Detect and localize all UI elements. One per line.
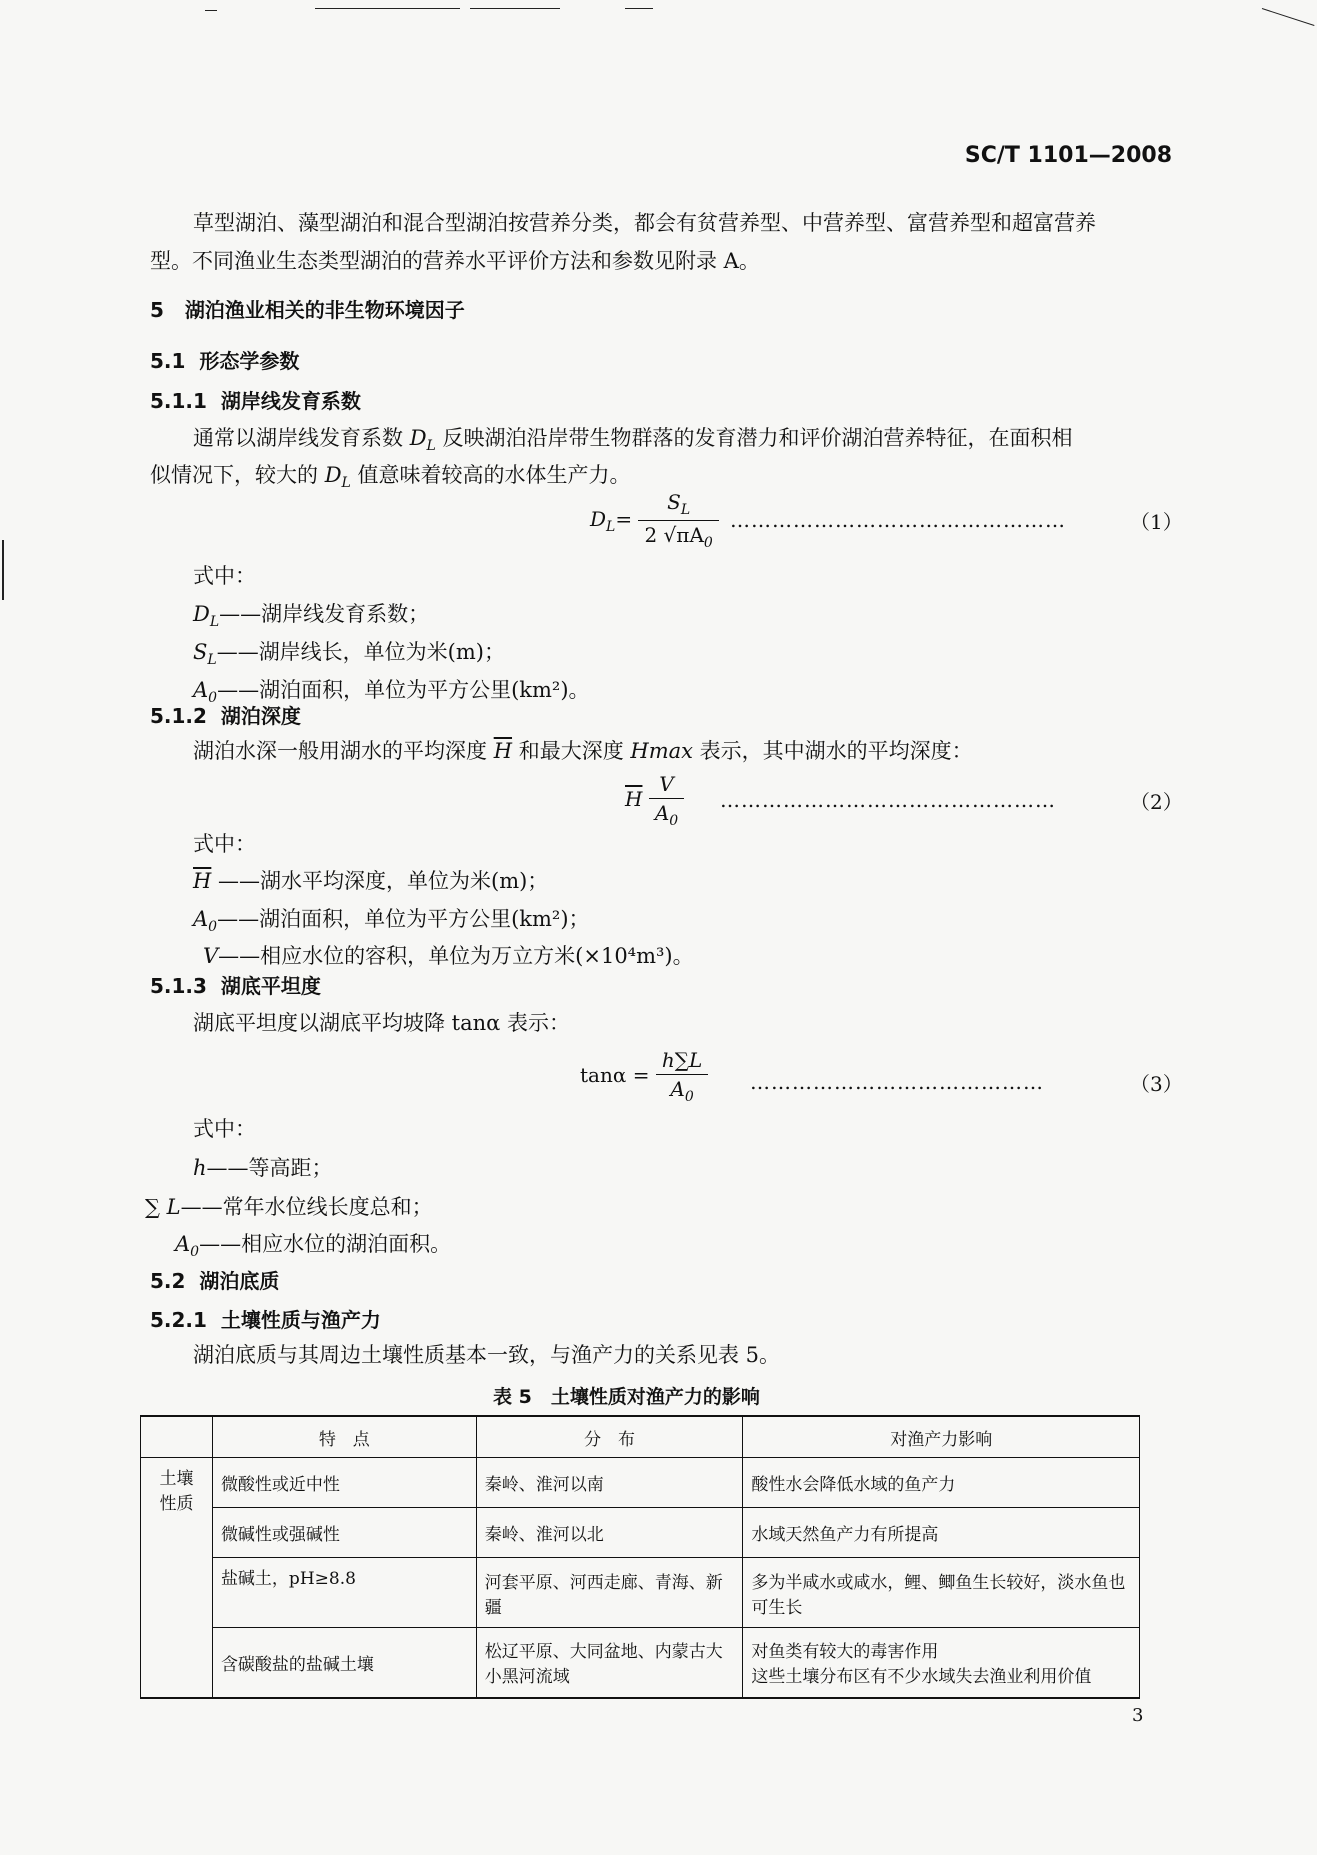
scan-mark xyxy=(625,8,653,9)
eq2-definition: V——相应水位的容积，单位为万立方米(×10⁴m³)。 xyxy=(203,944,694,968)
table-cell: 盐碱土，pH≥8.8 xyxy=(212,1558,476,1628)
s511-paragraph-line-2: 似情况下，较大的 $D_L$ 值意味着较高的水体生产力。 xyxy=(150,463,631,492)
scan-mark xyxy=(1262,8,1315,26)
equation-1: $D_L=$ $\frac{S_L}{2 √\pi A_0}$ xyxy=(590,490,719,551)
section-title: 湖岸线发育系数 xyxy=(220,389,361,413)
section-title: 湖泊底质 xyxy=(199,1269,280,1293)
eq3-definition: h——等高距； xyxy=(193,1156,333,1180)
section-5-heading xyxy=(150,294,465,323)
table-cell: 含碳酸盐的盐碱土壤 xyxy=(212,1628,476,1698)
section-5-1-1-heading xyxy=(150,385,361,414)
equation-2-leader: ………………………………………… xyxy=(720,788,1056,812)
table-header-cell xyxy=(141,1416,213,1458)
table-cell: 秦岭、淮河以南 xyxy=(476,1458,743,1508)
s512-paragraph: 湖泊水深一般用湖水的平均深度 $\overline{H}$ 和最大深度 Hmax 表示，其中湖水的平均深度： xyxy=(193,739,973,763)
table-cell: 微酸性或近中性 xyxy=(212,1458,476,1508)
table-header-cell: 特 点 xyxy=(212,1416,476,1458)
section-number: 5.1.2 xyxy=(150,704,207,728)
equation-3-leader: …………………………………… xyxy=(750,1070,1044,1094)
table-row xyxy=(141,1458,1140,1508)
table-header-cell: 分 布 xyxy=(476,1416,743,1458)
equation-1-number: （1） xyxy=(1130,510,1183,534)
section-number: 5.1.3 xyxy=(150,974,207,998)
eq1-where-label: 式中： xyxy=(193,564,256,588)
eq1-definition: $A_0——$湖泊面积，单位为平方公里(km²)。 xyxy=(193,678,590,707)
table-cell: 对鱼类有较大的毒害作用 这些土壤分布区有不少水域失去渔业利用价值 xyxy=(743,1628,1140,1698)
table-5-caption: 表 5 土壤性质对渔产力的影响 xyxy=(493,1386,760,1408)
table-cell: 秦岭、淮河以北 xyxy=(476,1508,743,1558)
section-number: 5.2 xyxy=(150,1269,186,1293)
eq1-definition: $S_L——$湖岸线长，单位为米(m)； xyxy=(193,640,505,669)
section-title: 湖泊深度 xyxy=(220,704,301,728)
scan-mark xyxy=(470,8,560,9)
table-row-group-label: 土壤 性质 xyxy=(141,1458,213,1698)
equation-2-number: （2） xyxy=(1130,790,1183,814)
table-cell: 水域天然鱼产力有所提高 xyxy=(743,1508,1140,1558)
section-title: 湖泊渔业相关的非生物环境因子 xyxy=(184,298,465,322)
eq2-definition: $\overline{H}$ ——湖水平均深度，单位为米(m)； xyxy=(193,869,549,893)
equation-3: tanα = $\frac{h\sum L}{A_0}$ xyxy=(580,1048,708,1105)
table-cell: 微碱性或强碱性 xyxy=(212,1508,476,1558)
eq1-definition: $D_L——$湖岸线发育系数； xyxy=(193,602,430,631)
equation-1-leader: ………………………………………… xyxy=(730,508,1066,532)
table-cell: 酸性水会降低水域的鱼产力 xyxy=(743,1458,1140,1508)
intro-line-2: 型。不同渔业生态类型湖泊的营养水平评价方法和参数见附录 A。 xyxy=(150,249,760,273)
section-number: 5.2.1 xyxy=(150,1308,207,1332)
equation-2-fraction: $\frac{V}{A_0}$ xyxy=(649,772,684,829)
table-cell: 多为半咸水或咸水，鲤、鲫鱼生长较好，淡水鱼也可生长 xyxy=(743,1558,1140,1628)
section-5-2-heading xyxy=(150,1265,279,1294)
section-title: 湖底平坦度 xyxy=(220,974,321,998)
section-5-1-heading xyxy=(150,345,299,374)
eq3-definition: ∑ L——常年水位线长度总和； xyxy=(145,1195,433,1219)
equation-2: $\overline{H}$ $\frac{V}{A_0}$ xyxy=(625,772,684,829)
eq3-definition: $A_0——$相应水位的湖泊面积。 xyxy=(175,1232,452,1261)
equation-3-fraction: $\frac{h\sum L}{A_0}$ xyxy=(656,1048,708,1105)
eq2-definition: $A_0——$湖泊面积，单位为平方公里(km²)； xyxy=(193,907,590,936)
page-number: 3 xyxy=(1132,1705,1144,1726)
eq3-where-label: 式中： xyxy=(193,1117,256,1141)
table-row xyxy=(141,1558,1140,1628)
table-row xyxy=(141,1508,1140,1558)
intro-line-1: 草型湖泊、藻型湖泊和混合型湖泊按营养分类，都会有贫营养型、中营养型、富营养型和超富营养 xyxy=(193,211,1096,235)
table-cell: 松辽平原、大同盆地、内蒙古大小黑河流域 xyxy=(476,1628,743,1698)
section-number: 5 xyxy=(150,298,164,322)
section-number: 5.1.1 xyxy=(150,389,207,413)
table-5 xyxy=(140,1415,1140,1699)
scan-mark xyxy=(2,540,4,600)
section-5-1-2-heading xyxy=(150,700,301,729)
equation-3-number: （3） xyxy=(1130,1072,1183,1096)
table-header-row xyxy=(141,1416,1140,1458)
table-header-cell: 对渔产力影响 xyxy=(743,1416,1140,1458)
document-code: SC/T 1101—2008 xyxy=(964,143,1172,168)
section-title: 形态学参数 xyxy=(199,349,300,373)
section-title: 土壤性质与渔产力 xyxy=(220,1308,381,1332)
scan-mark xyxy=(315,8,460,9)
table-row xyxy=(141,1628,1140,1698)
equation-1-fraction: $\frac{S_L}{2 √\pi A_0}$ xyxy=(638,490,718,551)
section-5-2-1-heading xyxy=(150,1304,381,1333)
s511-paragraph-line-1: 通常以湖岸线发育系数 $D_L$ 反映湖泊沿岸带生物群落的发育潜力和评价湖泊营养特征，在面积相 xyxy=(193,426,1073,455)
scan-mark xyxy=(205,10,217,11)
section-5-1-3-heading xyxy=(150,970,321,999)
eq2-where-label: 式中： xyxy=(193,832,256,856)
table-cell: 河套平原、河西走廊、青海、新疆 xyxy=(476,1558,743,1628)
s521-paragraph: 湖泊底质与其周边土壤性质基本一致，与渔产力的关系见表 5。 xyxy=(193,1343,781,1367)
section-number: 5.1 xyxy=(150,349,186,373)
s513-paragraph: 湖底平坦度以湖底平均坡降 tanα 表示： xyxy=(193,1011,571,1035)
